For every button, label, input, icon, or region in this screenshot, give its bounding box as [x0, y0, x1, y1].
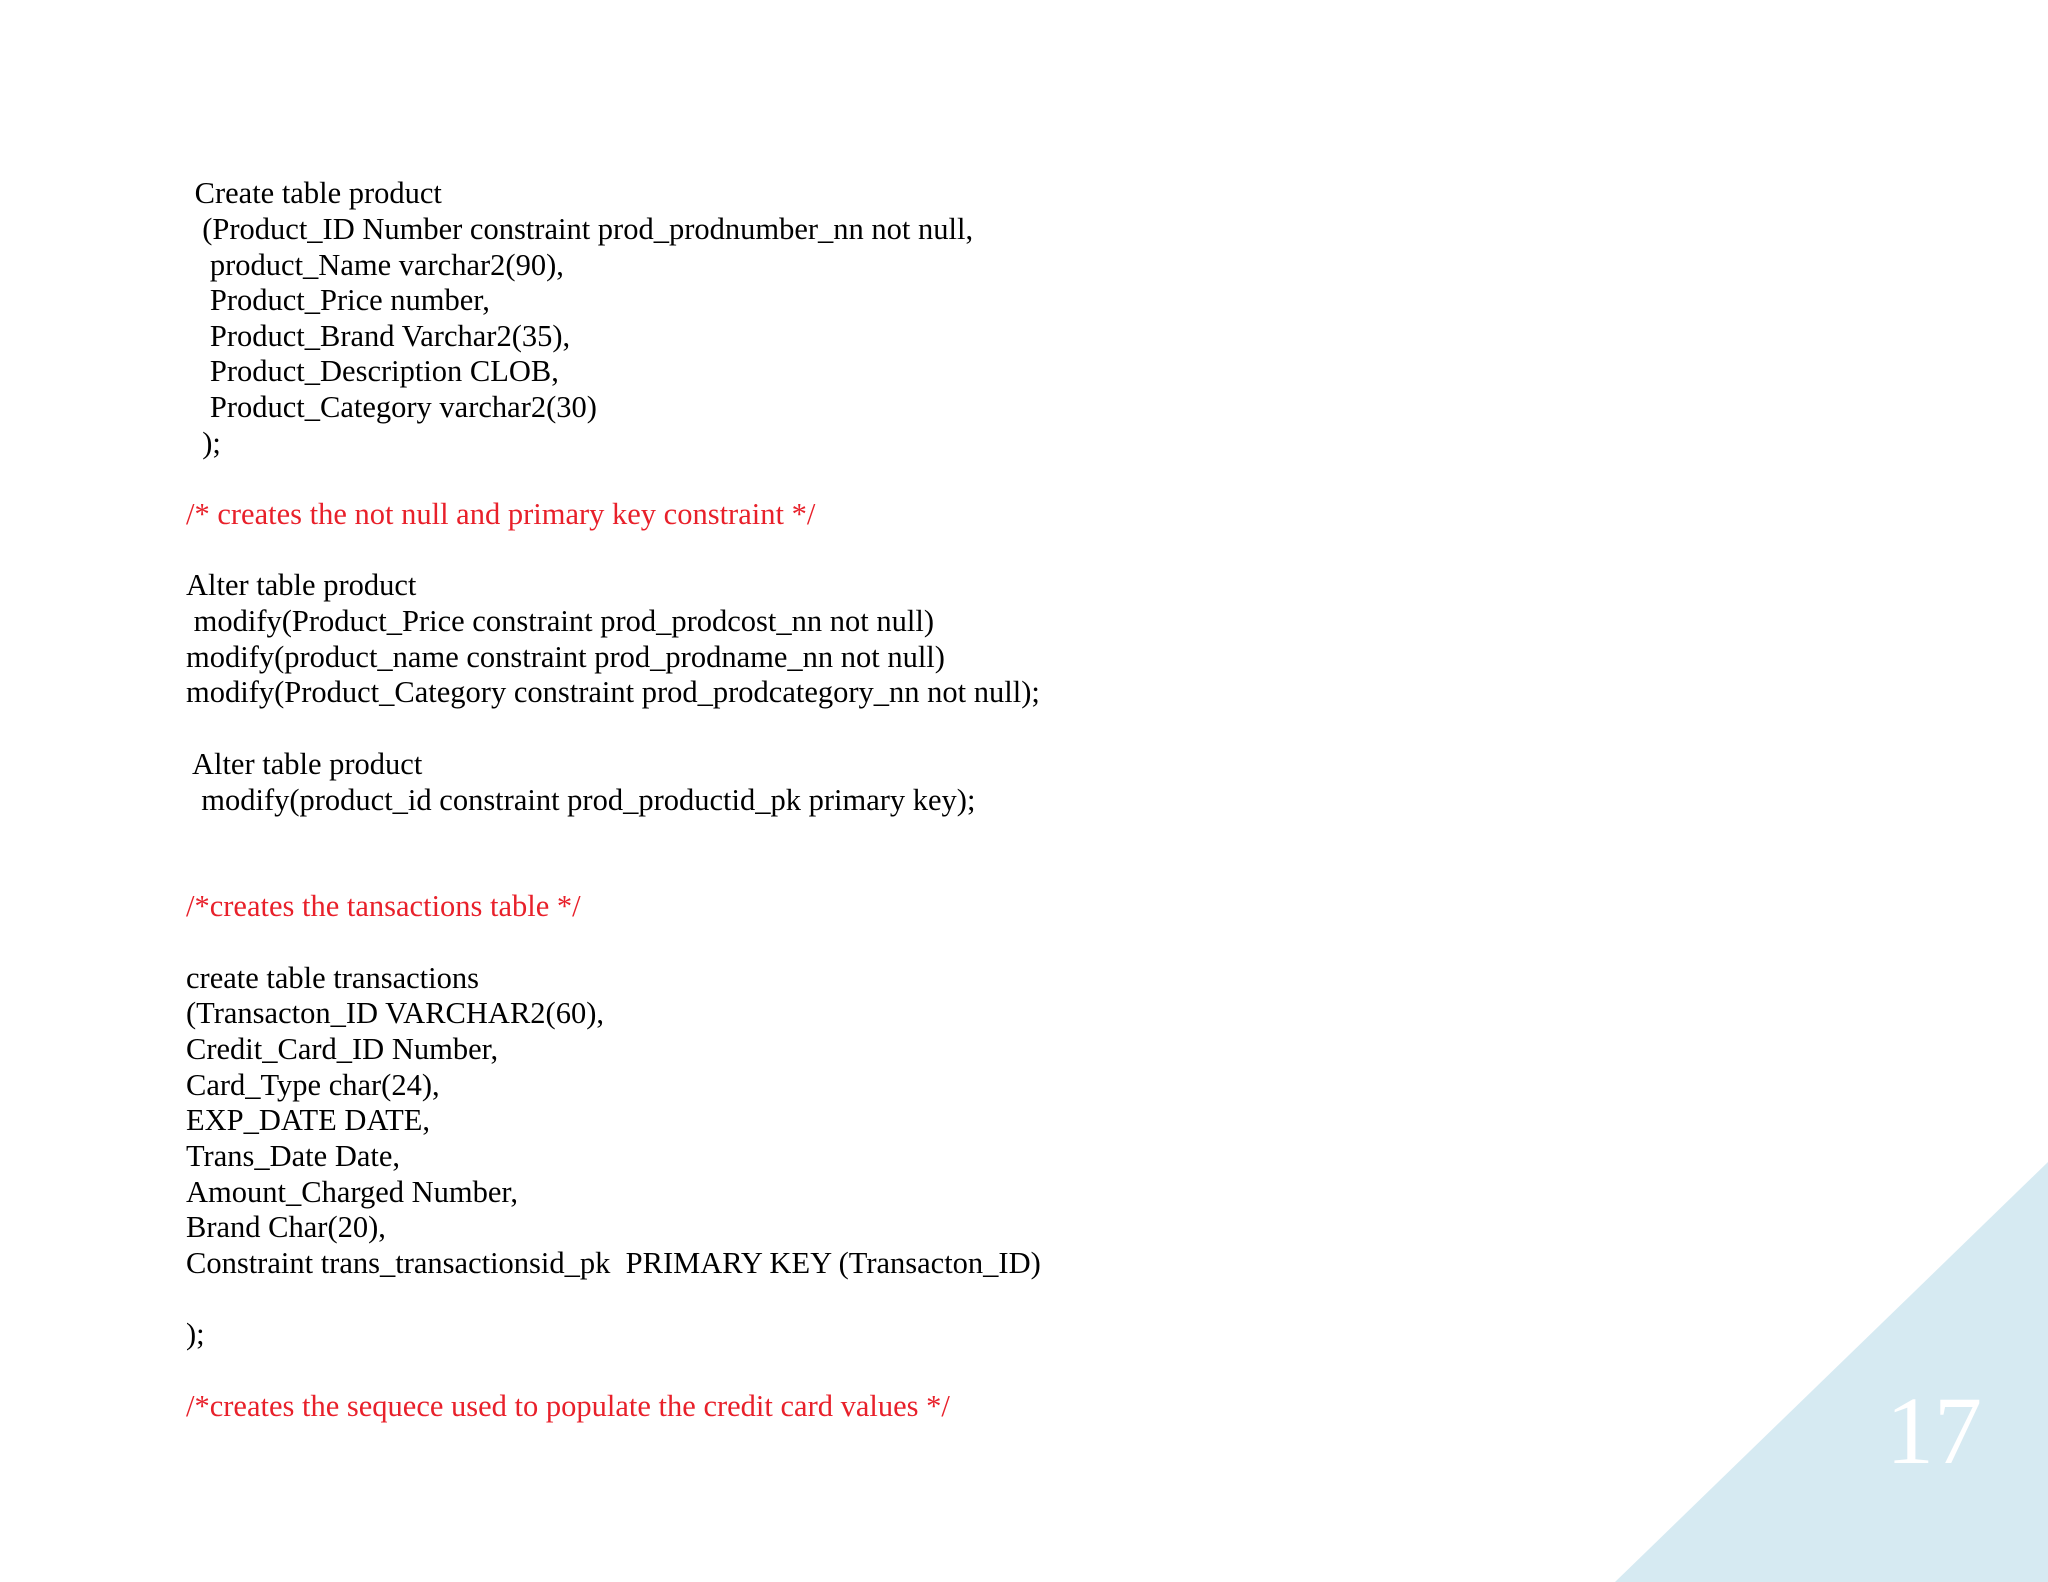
code-line: Alter table product	[186, 747, 423, 781]
code-line: Credit_Card_ID Number,	[186, 1032, 499, 1066]
code-line: Trans_Date Date,	[186, 1139, 401, 1173]
code-line: Brand Char(20),	[186, 1210, 386, 1244]
code-line: modify(product_id constraint prod_productid_pk primary key);	[186, 783, 976, 817]
code-line: Product_Brand Varchar2(35),	[187, 319, 571, 353]
code-line: create table transactions	[186, 961, 479, 995]
code-line: (Transacton_ID VARCHAR2(60),	[186, 996, 604, 1030]
code-line: modify(product_name constraint prod_prodname_nn not null)	[186, 640, 945, 674]
code-line: (Product_ID Number constraint prod_prodnumber_nn not null,	[187, 212, 974, 246]
code-line: Card_Type char(24),	[186, 1068, 440, 1102]
code-line: );	[186, 1317, 205, 1351]
slide-number: 17	[1886, 1377, 1982, 1484]
code-line: Product_Category varchar2(30)	[187, 390, 597, 424]
code-line: Constraint trans_transactionsid_pk PRIMARY KEY (Transacton_ID)	[186, 1246, 1041, 1280]
code-line: EXP_DATE DATE,	[186, 1103, 430, 1137]
code-line: modify(Product_Category constraint prod_prodcategory_nn not null);	[186, 675, 1040, 709]
code-comment: /* creates the not null and primary key constraint */	[186, 497, 816, 531]
code-line: modify(Product_Price constraint prod_prodcost_nn not null)	[186, 604, 934, 638]
code-line: Product_Description CLOB,	[187, 354, 559, 388]
code-line: Product_Price number,	[187, 283, 490, 317]
code-line: product_Name varchar2(90),	[187, 248, 564, 282]
code-line: );	[187, 426, 221, 460]
code-line: Alter table product	[186, 568, 417, 602]
code-line: Amount_Charged Number,	[186, 1175, 518, 1209]
code-comment: /*creates the sequece used to populate the credit card values */	[186, 1389, 950, 1423]
corner-triangle-shape	[1615, 1162, 2048, 1582]
code-line: Create table product	[187, 176, 442, 210]
code-comment: /*creates the tansactions table */	[186, 889, 581, 923]
